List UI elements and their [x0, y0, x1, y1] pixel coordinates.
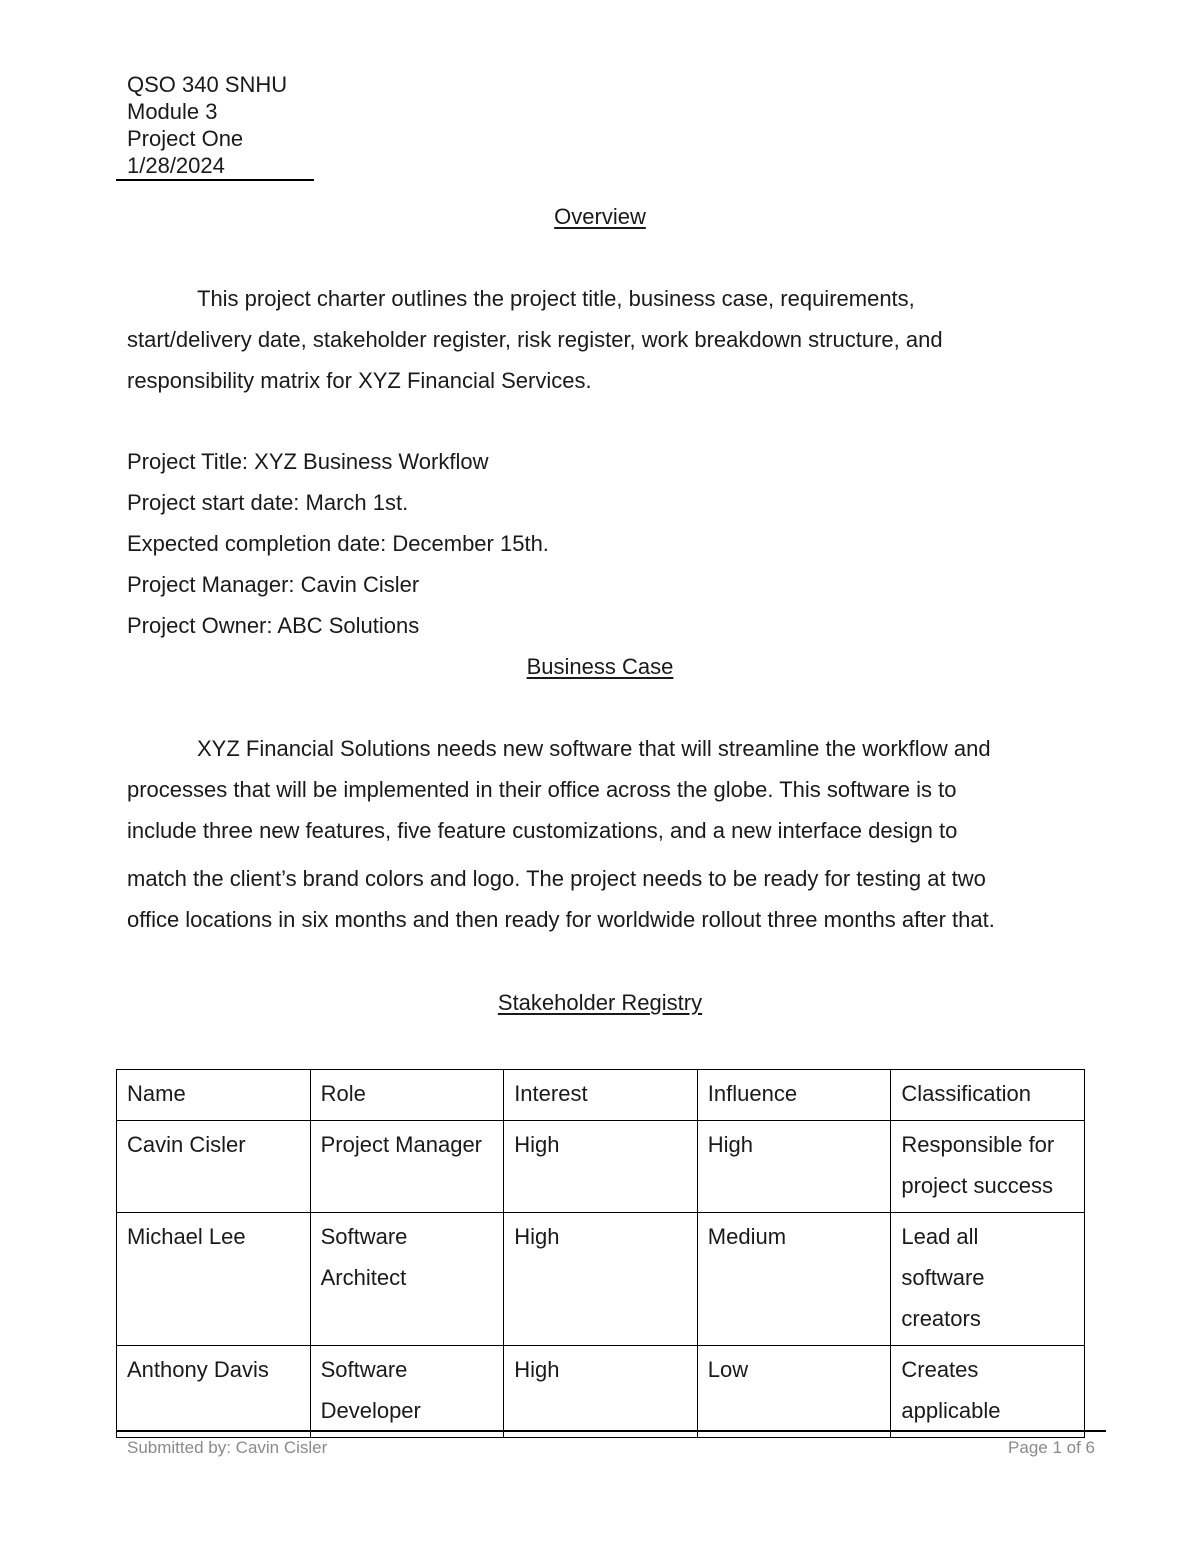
table-cell: Low — [697, 1346, 891, 1438]
column-header: Influence — [697, 1070, 891, 1121]
overview-line-3: responsibility matrix for XYZ Financial Services. — [127, 368, 592, 393]
table-row — [117, 1121, 1085, 1213]
header-divider — [116, 179, 314, 181]
business-case-paragraph — [127, 728, 1087, 940]
column-header: Classification — [891, 1070, 1085, 1121]
table-cell: High — [697, 1121, 891, 1213]
business-case-line-5: office locations in six months and then ready for worldwide rollout three months after that. — [127, 907, 995, 932]
table-cell: High — [504, 1121, 698, 1213]
stakeholder-table — [116, 1069, 1085, 1438]
table-cell: Software Architect — [310, 1213, 504, 1346]
stakeholder-registry-heading: Stakeholder Registry — [497, 990, 703, 1015]
table-header-row — [117, 1070, 1085, 1121]
table-cell: Creates applicable — [891, 1346, 1085, 1438]
business-case-line-2: processes that will be implemented in their office across the globe. This software is to — [127, 777, 957, 802]
project-title: Project Title: XYZ Business Workflow — [127, 449, 489, 474]
document-header — [127, 71, 287, 179]
overview-line-2: start/delivery date, stakeholder register, risk register, work breakdown structure, and — [127, 327, 943, 352]
footer-divider — [116, 1430, 1106, 1432]
project-manager: Project Manager: Cavin Cisler — [127, 572, 420, 597]
table-cell: Project Manager — [310, 1121, 504, 1213]
course-line: QSO 340 SNHU — [127, 72, 288, 97]
project-owner: Project Owner: ABC Solutions — [127, 613, 420, 638]
table-row — [117, 1213, 1085, 1346]
table-cell: Responsible for project success — [891, 1121, 1085, 1213]
module-line: Module 3 — [127, 99, 218, 124]
business-case-heading: Business Case — [526, 654, 674, 679]
overview-paragraph — [127, 278, 1077, 401]
date-line: 1/28/2024 — [127, 153, 225, 178]
column-header: Name — [117, 1070, 311, 1121]
business-case-line-4: match the client’s brand colors and logo. The project needs to be ready for testing at two — [127, 866, 986, 891]
footer-page-number: Page 1 of 6 — [1008, 1438, 1095, 1457]
table-cell: High — [504, 1346, 698, 1438]
table-cell: Cavin Cisler — [117, 1121, 311, 1213]
business-case-line-1: XYZ Financial Solutions needs new software that will streamline the workflow and — [197, 736, 991, 761]
table-cell: Software Developer — [310, 1346, 504, 1438]
table-cell: Medium — [697, 1213, 891, 1346]
overview-line-1: This project charter outlines the project title, business case, requirements, — [197, 286, 915, 311]
table-cell: High — [504, 1213, 698, 1346]
table-cell: Michael Lee — [117, 1213, 311, 1346]
table-row — [117, 1346, 1085, 1438]
business-case-line-3: include three new features, five feature customizations, and a new interface design to — [127, 818, 958, 843]
overview-heading: Overview — [554, 204, 646, 229]
project-start-date: Project start date: March 1st. — [127, 490, 409, 515]
column-header: Role — [310, 1070, 504, 1121]
table-cell: Lead all software creators — [891, 1213, 1085, 1346]
project-line: Project One — [127, 126, 244, 151]
footer-submitted-by: Submitted by: Cavin Cisler — [127, 1438, 328, 1457]
project-completion-date: Expected completion date: December 15th. — [127, 531, 549, 556]
table-cell: Anthony Davis — [117, 1346, 311, 1438]
column-header: Interest — [504, 1070, 698, 1121]
